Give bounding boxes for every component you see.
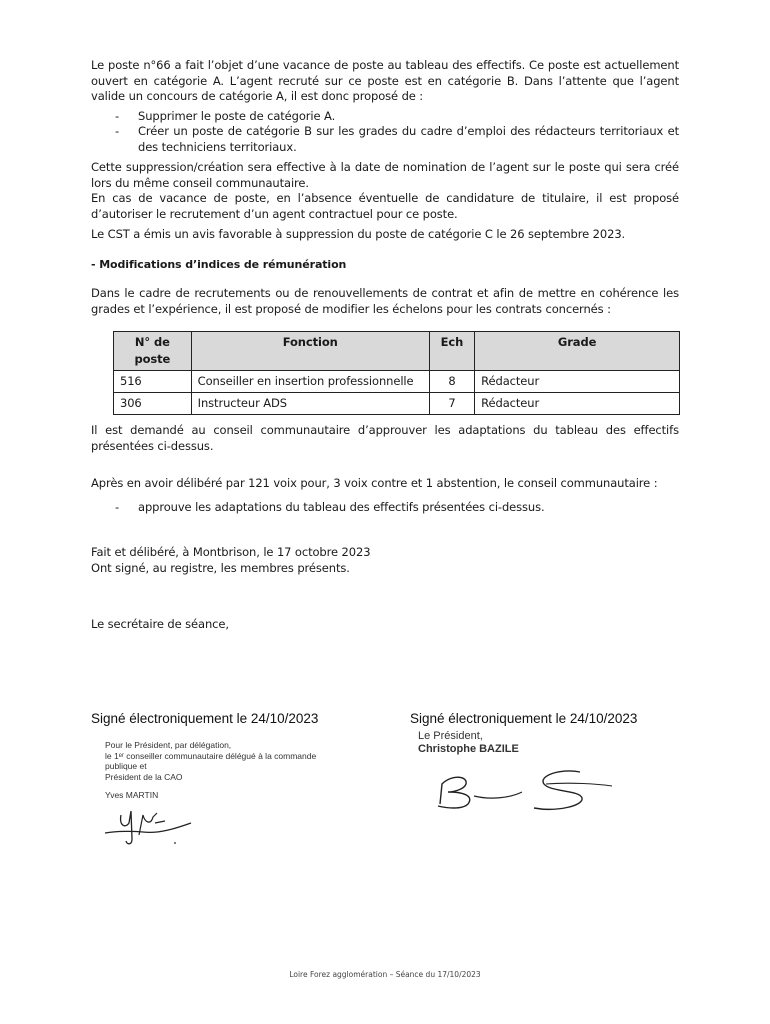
stamp-line: Christophe BAZILE [418, 743, 519, 755]
paragraph-contract: En cas de vacance de poste, en l’absence éventuelle de candidature de titulaire, il est proposé d’autoriser le recrutement d’un agent contractuel pour ce poste. [91, 191, 679, 221]
proposal-list [91, 109, 679, 156]
paragraph-effective: Cette suppression/création sera effective à la date de nomination de l’agent sur le poste qui sera créé lors du même conseil communautaire. [91, 160, 679, 190]
signature-title-right: Signé électroniquement le 24/10/2023 [410, 711, 638, 726]
page-footer: Loire Forez agglomération – Séance du 17/10/2023 [289, 970, 481, 979]
decision-list [91, 500, 679, 516]
stamp-line: publique et [105, 761, 147, 771]
handwritten-signature-right [430, 762, 620, 824]
secretary-label: Le secrétaire de séance, [91, 617, 229, 631]
section-heading: - Modifications d’indices de rémunération [91, 257, 347, 271]
column-header-ech: Ech [429, 332, 474, 371]
cell-post: 516 [114, 371, 192, 393]
column-header-grade: Grade [475, 332, 680, 371]
list-item: - approuve les adaptations du tableau des effectifs présentées ci-dessus. [91, 500, 679, 516]
stamp-line: Pour le Président, par délégation, [105, 740, 232, 750]
cell-grade: Rédacteur [475, 393, 680, 415]
table-row [114, 393, 680, 415]
signature-block-left [91, 711, 381, 854]
cell-grade: Rédacteur [475, 371, 680, 393]
paragraph-request: Il est demandé au conseil communautaire d’approuver les adaptations du tableau des effectifs présentées ci-dessus. [91, 423, 679, 453]
paragraph-vacancy: Le poste n°66 a fait l’objet d’une vacance de poste au tableau des effectifs. Ce poste est actuellement ouvert en catégorie A. L’agent recruté sur ce poste est en catégorie B. Dans l’attente que l’agent valide un concours de catégorie A, il est donc proposé de : [91, 58, 679, 103]
document-body [91, 58, 679, 633]
positions-table [113, 331, 680, 415]
stamp-line: le 1ᵉʳ conseiller communautaire délégué à la commande [105, 750, 317, 761]
paragraph-indices: Dans le cadre de recrutements ou de renouvellements de contrat et afin de mettre en cohérence les grades et l’expérience, il est proposé de modifier les échelons pour les contrats concernés : [91, 286, 679, 316]
column-header-post: N° de poste [114, 332, 192, 371]
cell-function: Conseiller en insertion professionnelle [191, 371, 429, 393]
column-header-function: Fonction [191, 332, 429, 371]
cell-post: 306 [114, 393, 192, 415]
signature-title-left: Signé électroniquement le 24/10/2023 [91, 711, 319, 726]
signature-block-right [410, 711, 710, 829]
president-stamp [418, 730, 710, 756]
list-item: - Créer un poste de catégorie B sur les grades du cadre d’emploi des rédacteurs territoriaux et des techniciens territoriaux. [91, 124, 679, 155]
table-row [114, 371, 680, 393]
cell-function: Instructeur ADS [191, 393, 429, 415]
delegation-stamp [105, 740, 381, 801]
stamp-line: Président de la CAO [105, 771, 183, 782]
closing-signed: Ont signé, au registre, les membres présents. [91, 560, 350, 575]
signer-name: Yves MARTIN [105, 790, 159, 800]
paragraph-vote: Après en avoir délibéré par 121 voix pour, 3 voix contre et 1 abstention, le conseil communautaire : [91, 476, 658, 490]
table-header-row [114, 332, 680, 371]
cell-ech: 7 [429, 393, 474, 415]
paragraph-cst: Le CST a émis un avis favorable à suppression du poste de catégorie C le 26 septembre 2023. [91, 227, 626, 241]
cell-ech: 8 [429, 371, 474, 393]
closing-place-date: Fait et délibéré, à Montbrison, le 17 octobre 2023 [91, 545, 371, 559]
list-item: - Supprimer le poste de catégorie A. [91, 109, 679, 125]
handwritten-signature-left [99, 801, 209, 849]
stamp-line: Le Président, [418, 730, 483, 742]
